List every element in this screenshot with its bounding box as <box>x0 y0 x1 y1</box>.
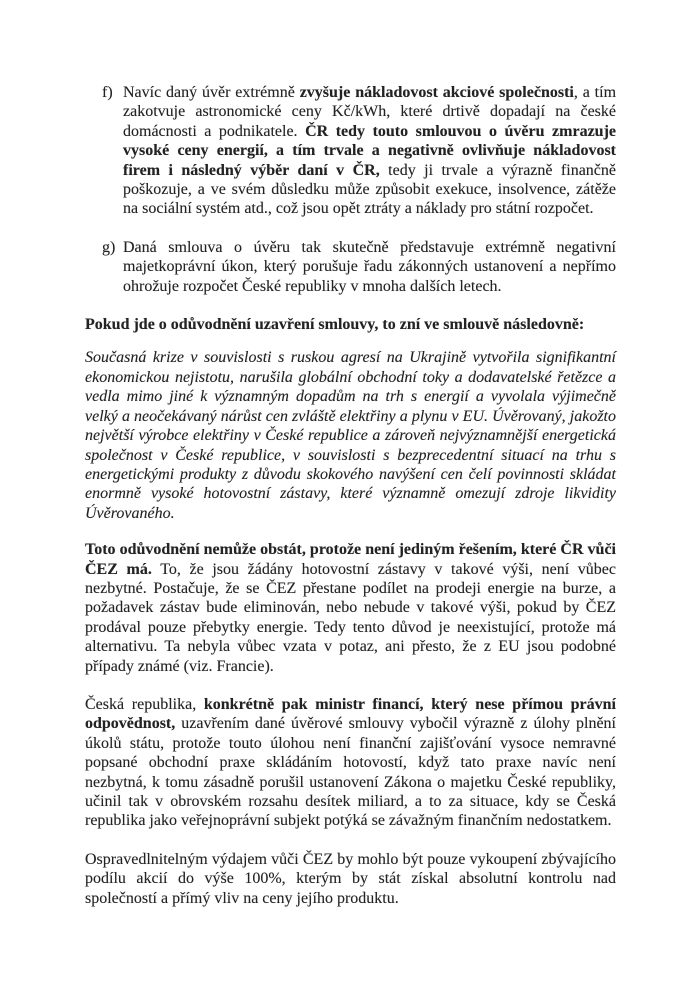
paragraph-f: Navíc daný úvěr extrémně zvyšuje nákladovost akciové společnosti, a tím zakotvuje astronomické ceny Kč/kWh, které drtivě dopadají na české domácnosti a podnikatele. ČR tedy touto smlouvou o úvěru zmrazuje vysoké ceny energií, a tím trvale a negativně ovlivňuje nákladovost firem i následný výběr daní v ČR, tedy ji trvale a výrazně finančně poškozuje, a ve svém důsledku může způsobit exekuce, insolvence, zátěže na sociální systém atd., což jsou opět ztráty a náklady pro státní rozpočet. <box>123 84 617 218</box>
section-heading: Pokud jde o odůvodnění uzavření smlouvy, to zní ve smlouvě následovně: <box>85 316 585 334</box>
list-marker-g: g) <box>102 238 116 256</box>
paragraph-minister-responsibility: Česká republika, konkrétně pak ministr financí, který nese přímou právní odpovědnost, uzavřením dané úvěrové smlouvy vybočil výrazně z úlohy plnění úkolů státu, protože touto úlohou není finanční zajišťování vysoce nemravné popsané obchodní praxe skládáním hotovostí, když tato praxe navíc není nezbytná, k tomu zásadně porušil ustanovení Zákona o majetku České republiky, učinil tak v obrovském rozsahu desítek miliard, a to za situace, kdy se Česká republika jako veřejnoprávní subjekt potýká se závažným finančním nedostatkem. <box>85 695 616 830</box>
contract-quote-paragraph: Současná krize v souvislosti s ruskou agresí na Ukrajině vytvořila signifikantní ekonomickou nejistotu, narušila globální obchodní toky a dodavatelské řetězce a vedla mimo jiné k významným dopadům na trh s energií a vyvolala výjimečně velký a neočekávaný nárůst cen zvláště elektřiny a plynu v EU. Úvěrovaný, jakožto největší výrobce elektřiny v České republice a zároveň nejvýznamnější energetická společnost v České republice, v souvislosti s bezprecedentní situací na trhu s energetickými produkty z důvodu skokového navýšení cen čelí povinnosti skládat enormně vysoké hotovostní zástavy, které významně omezují zdroje likvidity Úvěrovaného. <box>85 349 616 522</box>
list-marker-f: f) <box>102 84 113 101</box>
list-item-g <box>85 238 616 296</box>
paragraph-g: Daná smlouva o úvěru tak skutečně představuje extrémně negativní majetkoprávní úkon, který porušuje řadu zákonných ustanovení a nepřímo ohrožuje rozpočet České republiky v mnoha dalších letech. <box>123 238 616 295</box>
paragraph-rebuttal: Toto odůvodnění nemůže obstát, protože není jediným řešením, které ČR vůči ČEZ má. To, že jsou žádány hotovostní zástavy v takové výši, není vůbec nezbytné. Postačuje, že se ČEZ přestane podílet na prodeji energie na burze, a požadavek zástav bude eliminován, nebo nebude v takové výši, pokud by ČEZ prodával pouze přebytky energie. Tedy tento důvod je neexistující, protože má alternativu. Ta nebyla vůbec vzata v potaz, ani přesto, že z EU jsou podobné případy známé (viz. Francie). <box>85 541 617 675</box>
list-item-f <box>85 83 616 219</box>
paragraph-conclusion: Ospravedlnitelným výdajem vůči ČEZ by mohlo být pouze vykoupení zbývajícího podílu akcií do výše 100%, kterým by stát získal absolutní kontrolu nad společností a přímý vliv na ceny jejího produktu. <box>85 850 616 907</box>
